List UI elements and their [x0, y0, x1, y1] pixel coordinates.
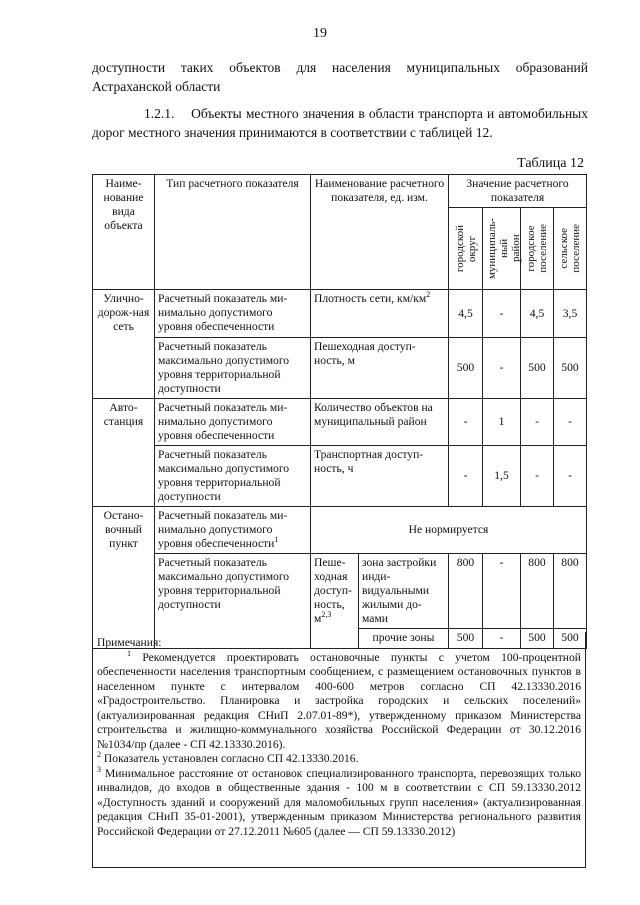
paragraph-section — [92, 104, 588, 142]
header-indicator-type: Тип расчетного показателя — [155, 175, 311, 290]
notes-title: Примечания: — [97, 636, 162, 649]
table-row: Расчетный показатель максимально допустимого уровня территориальной доступности Пешеходная доступ-ность, м 500 - 500 500 — [93, 338, 587, 399]
section-number: 1.2.1. — [144, 106, 175, 121]
table-row: Остано-вочный пункт Расчетный показатель ми-нимально допустимого уровня обеспеченности$^1$ Не нормируется — [93, 507, 587, 554]
standards-table — [92, 174, 587, 649]
header-urban-settlement: городское поселение — [521, 208, 554, 290]
header-city-district: городской округ — [449, 208, 483, 290]
table-row: Расчетный показатель максимально допустимого уровня территориальной доступности Транспортная доступ-ность, ч - 1,5 - - — [93, 446, 587, 507]
not-regulated-cell: Не нормируется — [311, 507, 587, 554]
table-row: прочие зоны 500 - 500 500 — [93, 629, 587, 649]
header-rural-settlement: сельское поселение — [554, 208, 587, 290]
note-2: $^2$ Показатель установлен согласно СП 42.13330.2016. — [97, 750, 359, 765]
header-indicator-name: Наименование расчетного показателя, ед. изм. — [311, 175, 449, 290]
header-municipal-district: муниципаль- ный район — [483, 208, 521, 290]
header-value-group: Значение расчетного показателя — [449, 175, 587, 208]
paragraph-intro: доступности таких объектов для населения муниципальных образований Астраханской области — [92, 60, 588, 94]
table-label: Таблица 12 — [517, 156, 584, 171]
table-header-row — [93, 175, 587, 208]
note-1: $^1$ Рекомендуется проектировать остановочные пункты с учетом 100-процентной обеспеченности населения транспортным сообщением, с размещением остановочных пунктов в населенном пункте с интервалом 400-600 метров согласно СП 42.13330.2016 «Градостроительство. Планировка и застройка городских и сельских поселений» (актуализированная редакция СНиП 2.07.01-89*), утвержденному приказом Министерства строительства и жилищно-коммунального хозяйства Российской Федерации от 30.12.2016 №1034/пр (далее - СП 42.13330.2016). — [97, 648, 581, 751]
section-text: Объекты местного значения в области транспорта и автомобильных дорог местного значения принимаются в соответствии с таблицей 12. — [92, 106, 589, 140]
note-3: $^3$ Минимальное расстояние от остановок специализированного транспорта, перевозящих только инвалидов, до входов в общественные здания - 100 м в соответствии с СП 59.13330.2012 «Доступность зданий и сооружений для маломобильных групп населения» (актуализированная редакция СНиП 35-01-2001), утвержденным приказом Министерства регионального развития Российской Федерации от 27.12.2011 №605 (далее — СП 59.13330.2012) — [97, 764, 581, 838]
header-object-type: Наиме-нование вида объекта — [93, 175, 155, 290]
notes-block — [92, 632, 586, 868]
page-number: 19 — [313, 26, 327, 41]
table-row: Расчетный показатель максимально допустимого уровня территориальной доступности Пеше-ходная доступ-ность, $м^{2,3}$ зона застройки инди-видуальными жилыми до-мами 800 - 800 800 — [93, 554, 587, 629]
table-row: Авто-станция Расчетный показатель ми-нимально допустимого уровня обеспеченности Количество объектов на муниципальный район - 1 - - — [93, 399, 587, 446]
table-row: Улично-дорож-ная сеть Расчетный показатель ми-нимально допустимого уровня обеспеченности Плотность сети, $км/км^2$ 4,5 - 4,5 3,5 — [93, 290, 587, 338]
